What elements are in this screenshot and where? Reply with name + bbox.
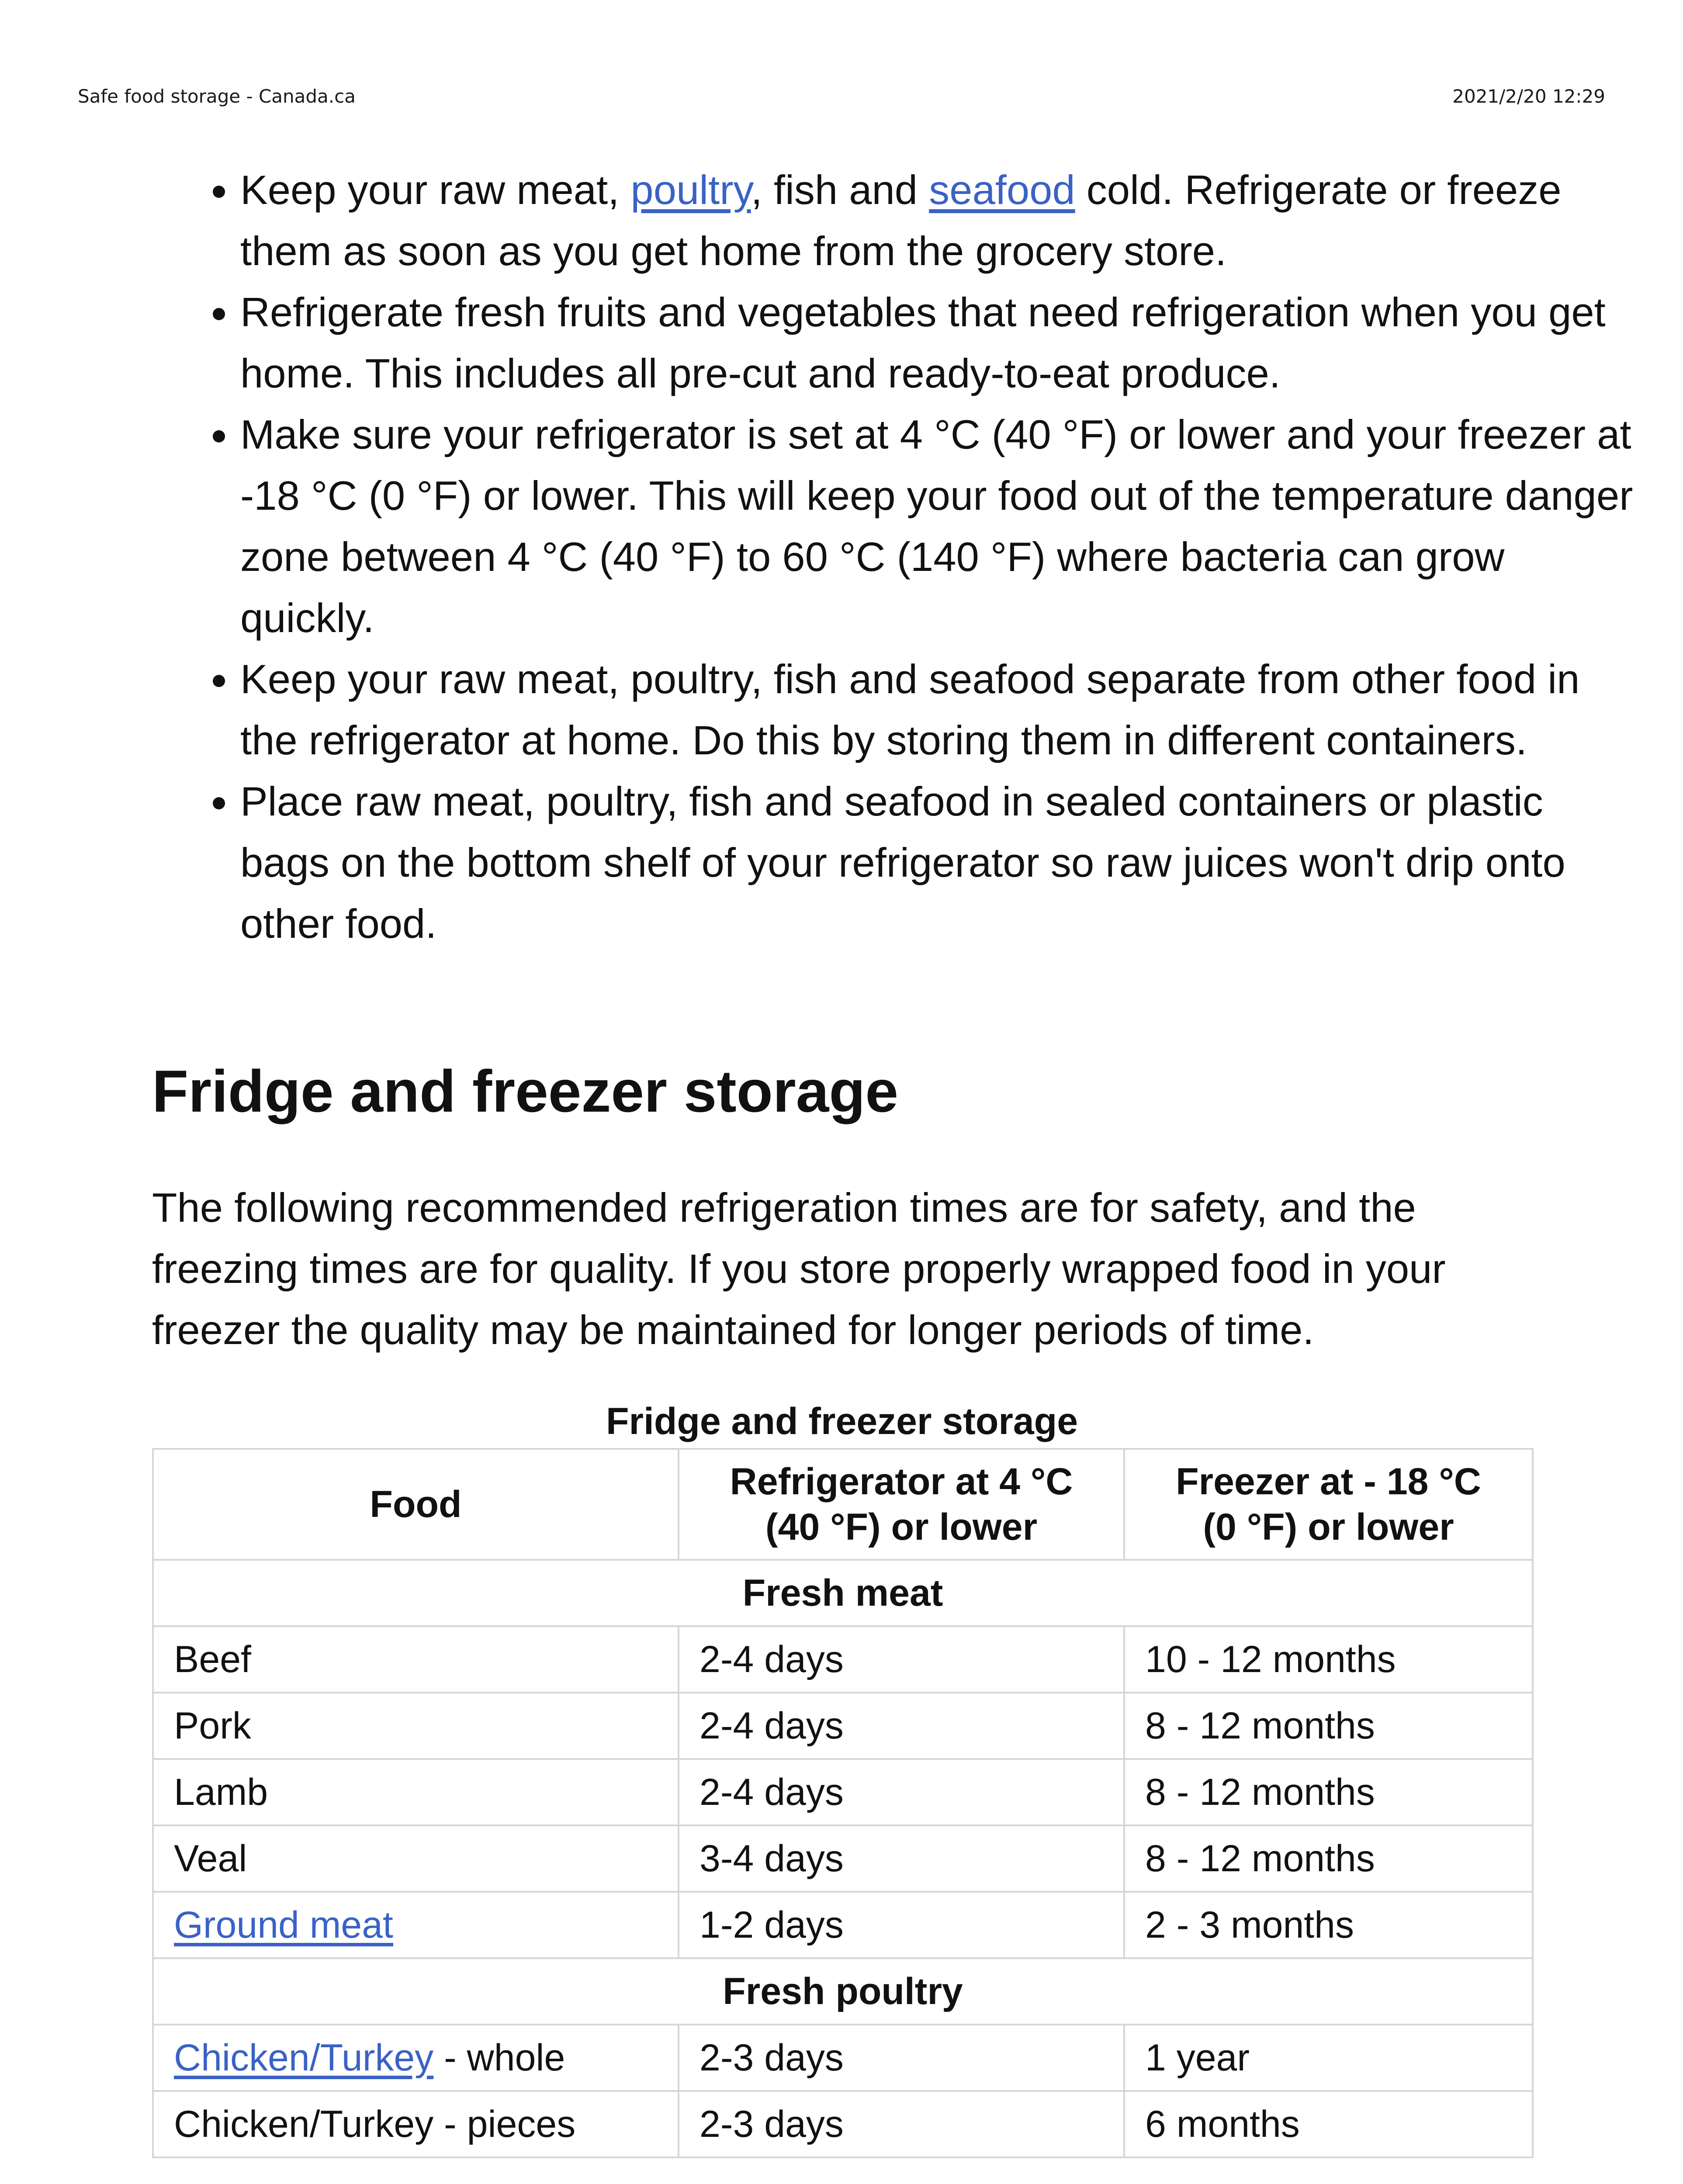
fridge-cell: 2-3 days xyxy=(679,2091,1124,2157)
storage-tips-list xyxy=(152,159,1638,954)
food-cell: Chicken/Turkey - whole xyxy=(153,2025,679,2091)
list-item: • Keep your raw meat, poultry, fish and seafood cold. Refrigerate or freeze them as soon as you get home from the grocery store. xyxy=(240,159,1638,282)
fridge-cell: 3-4 days xyxy=(679,1825,1124,1892)
fridge-cell: 2-3 days xyxy=(679,2025,1124,2091)
table-row xyxy=(153,1626,1533,1693)
list-item: • Make sure your refrigerator is set at 4 °C (40 °F) or lower and your freezer at -18 °C (0 °F) or lower. This will keep your food out of the temperature danger zone between 4 °C (40 °F) to 60 °C (140 °F) where bacteria can grow quickly. xyxy=(240,404,1638,649)
table-row xyxy=(153,1693,1533,1759)
header-refrigerator: Refrigerator at 4 °C (40 °F) or lower xyxy=(679,1449,1124,1560)
freezer-cell: 2 - 3 months xyxy=(1124,1892,1533,1958)
table-row xyxy=(153,2091,1533,2157)
food-cell: Pork xyxy=(153,1693,679,1759)
freezer-cell: 8 - 12 months xyxy=(1124,1825,1533,1892)
freezer-cell: 8 - 12 months xyxy=(1124,1693,1533,1759)
freezer-cell: 8 - 12 months xyxy=(1124,1759,1533,1825)
header-freezer: Freezer at - 18 °C (0 °F) or lower xyxy=(1124,1449,1533,1560)
chicken-turkey-link[interactable]: Chicken/Turkey xyxy=(174,2036,434,2079)
food-cell: Beef xyxy=(153,1626,679,1693)
freezer-cell: 1 year xyxy=(1124,2025,1533,2091)
section-intro: The following recommended refrigeration times are for safety, and the freezing times are for quality. If you store properly wrapped food in your freezer the quality may be maintained for longer periods of time. xyxy=(152,1185,1446,1353)
table-row xyxy=(153,1892,1533,1958)
fridge-cell: 2-4 days xyxy=(679,1693,1124,1759)
food-cell: Chicken/Turkey - pieces xyxy=(153,2091,679,2157)
print-header-title: Safe food storage - Canada.ca xyxy=(78,86,356,107)
group-row-fresh-meat xyxy=(153,1560,1533,1626)
freezer-cell: 10 - 12 months xyxy=(1124,1626,1533,1693)
table-caption: Fridge and freezer storage xyxy=(606,1400,1078,1442)
list-item: • Place raw meat, poultry, fish and seafood in sealed containers or plastic bags on the bottom shelf of your refrigerator so raw juices won't drip onto other food. xyxy=(240,771,1638,954)
print-header-datetime: 2021/2/20 12:29 xyxy=(1452,86,1605,107)
freezer-cell: 6 months xyxy=(1124,2091,1533,2157)
fridge-cell: 2-4 days xyxy=(679,1759,1124,1825)
fridge-cell: 2-4 days xyxy=(679,1626,1124,1693)
food-cell xyxy=(153,1892,679,1958)
food-cell: Veal xyxy=(153,1825,679,1892)
poultry-link[interactable]: poultry xyxy=(630,167,751,213)
section-heading: Fridge and freezer storage xyxy=(152,1058,899,1124)
group-row-fresh-poultry xyxy=(153,1958,1533,2025)
fridge-cell: 1-2 days xyxy=(679,1892,1124,1958)
list-item: • Refrigerate fresh fruits and vegetables that need refrigeration when you get home. This includes all pre-cut and ready-to-eat produce. xyxy=(240,282,1638,404)
ground-meat-link[interactable]: Ground meat xyxy=(174,1904,393,1946)
group-label: Fresh poultry xyxy=(153,1958,1533,2025)
table-row xyxy=(153,2025,1533,2091)
group-label: Fresh meat xyxy=(153,1560,1533,1626)
storage-table xyxy=(152,1448,1534,2158)
list-item: • Keep your raw meat, poultry, fish and seafood separate from other food in the refrigerator at home. Do this by storing them in different containers. xyxy=(240,649,1638,771)
food-cell: Lamb xyxy=(153,1759,679,1825)
table-row xyxy=(153,1759,1533,1825)
seafood-link[interactable]: seafood xyxy=(929,167,1075,213)
header-food: Food xyxy=(153,1449,679,1560)
table-row xyxy=(153,1825,1533,1892)
table-header-row xyxy=(153,1449,1533,1560)
